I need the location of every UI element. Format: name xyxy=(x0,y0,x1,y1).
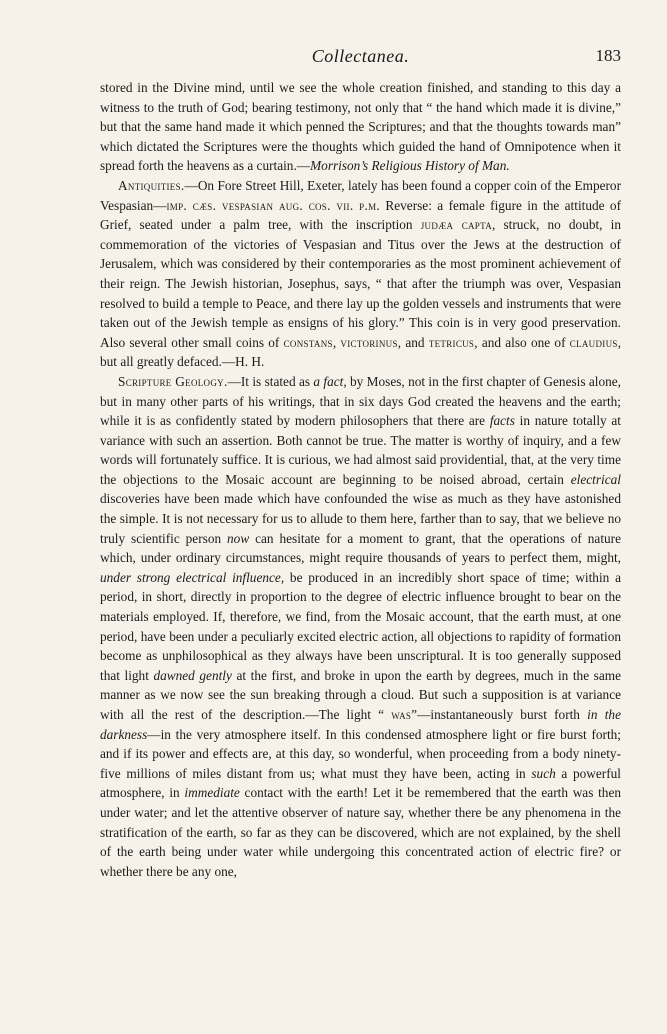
text-segment: imp. cæs. vespasian aug. cos. vii. p.m. xyxy=(166,197,380,213)
text-segment: , struck, no doubt, in commemoration of the victories of Vespasian and Titus over the Jews at the destruction of Jerusalem, which was considered by their contemporaries as the most prominent achievement of their reign. The Jewish historian, Josephus, says, “ that after the triumph was over, Vespasian resolved to build a temple to Peace, and there lay up the golden vessels and instruments that were taken out of the Jewish temple as ensigns of his glory.” This coin is in very good preservation. Also several other small coins of xyxy=(100,217,622,350)
text-segment: —It is stated as xyxy=(227,373,314,389)
text-segment: —On Fore Street Hill, Exeter, lately has been found a copper coin of the Emperor Vespasian— xyxy=(100,177,621,213)
body-text xyxy=(100,78,621,881)
text-segment: can hesitate for a moment to grant, that the operations of nature which, under ordinary circumstances, might require thousands of years to perfect them, might, xyxy=(100,530,621,566)
text-segment: electrical xyxy=(570,471,621,487)
text-segment: under strong electrical influence xyxy=(100,569,281,585)
text-segment: , by Moses, not in the first chapter of Genesis alone, but in many other parts of his writings, that in six days God created the heavens and the earth; while it is as confidently stated by modern philosophers that there are xyxy=(100,373,621,429)
text-segment: , xyxy=(332,334,341,350)
paragraph-continuation xyxy=(100,78,621,176)
text-segment: contact with the earth! Let it be remembered that the earth was then under water; and let the attentive observer of nature say, whether there be any phenomena in the stratification of the earth, so far as they can be discovered, which are not explained, by the shell of the earth being under water while undergoing this concentrated action of electric fire? or whether there be any one, xyxy=(100,785,621,879)
text-segment: —in the very atmosphere itself. In this condensed atmosphere light or fire burst forth; and if its power and effects are, at this day, so wonderful, when proceeding from a body ninety-five millions of miles distant from us; what must they have been, acting in xyxy=(100,726,621,781)
paragraph-antiquities xyxy=(100,176,621,372)
running-title: Collectanea. xyxy=(311,46,410,66)
text-segment: dawned gently xyxy=(153,667,232,683)
text-segment: , and xyxy=(397,334,429,350)
text-segment: judæa capta xyxy=(420,217,492,233)
text-segment: , and also one of xyxy=(474,334,570,350)
text-segment: now xyxy=(227,530,250,546)
text-segment: facts xyxy=(489,413,515,429)
text-segment: constans xyxy=(283,334,333,350)
text-segment: victorinus xyxy=(340,334,398,350)
page-header xyxy=(100,46,621,72)
text-segment: in the darkness xyxy=(100,707,621,742)
text-segment: a fact xyxy=(313,373,344,389)
text-segment: ”—instantaneously burst forth xyxy=(411,707,588,722)
paragraph-scripture-geology xyxy=(100,372,621,881)
text-segment: Morrison’s Religious History of Man. xyxy=(310,158,510,174)
text-segment: discoveries have been made which have confounded the wise as much as they have astonished the simple. It is not necessary for us to allude to them here, farther than to say, that we believe no truly scientific person xyxy=(100,491,621,546)
text-segment: Reverse: a female figure in the attitude of Grief, seated under a palm tree, with the inscription xyxy=(100,197,621,233)
text-segment: Scripture Geology. xyxy=(118,373,228,389)
page-number: 183 xyxy=(595,46,621,65)
text-segment: , but all greatly defaced.—H. H. xyxy=(100,334,622,370)
text-segment: such xyxy=(531,765,556,781)
text-segment: in nature totally at variance with such an assertion. Both cannot be true. The matter is worthy of inquiry, and a few words will fortunately suffice. It is curious, we had almost said providential, that, at the very time the objections to the Mosaic account are beginning to be noised abroad, certain xyxy=(100,413,621,487)
text-segment: tetricus xyxy=(428,334,475,350)
text-segment: was xyxy=(391,707,412,722)
text-segment: , be produced in an incredibly short space of time; within a period, in short, directly in proportion to the degree of electric influence brought to bear on the materials employed. If, therefore, we find, from the Mosaic account, that the earth must, at one period, have been under a peculiarly excited electric action, all objections to rapidity of formation become as unphilosophical as they always have been unscriptural. It is too generally supposed that light xyxy=(100,569,621,683)
text-segment: immediate xyxy=(184,785,240,801)
text-segment: a powerful atmosphere, in xyxy=(100,765,621,801)
text-segment: at the first, and broke in upon the earth by degrees, much in the same manner as we now see the sun breaking through a cloud. But such a supposition is at variance with all the rest of the description.—The light “ xyxy=(100,667,621,722)
text-segment: Antiquities. xyxy=(118,177,185,193)
text-segment: stored in the Divine mind, until we see the whole creation finished, and standing to this day a witness to the truth of God; bearing testimony, not only that “ the hand which made it is divine,” but that the same hand made it which penned the Scriptures; and that the thoughts towards man” which dictated the Scriptures were the thoughts which guided the hand of Omnipotence when it spread forth the heavens as a curtain.— xyxy=(100,80,621,174)
text-segment: claudius xyxy=(569,334,618,350)
